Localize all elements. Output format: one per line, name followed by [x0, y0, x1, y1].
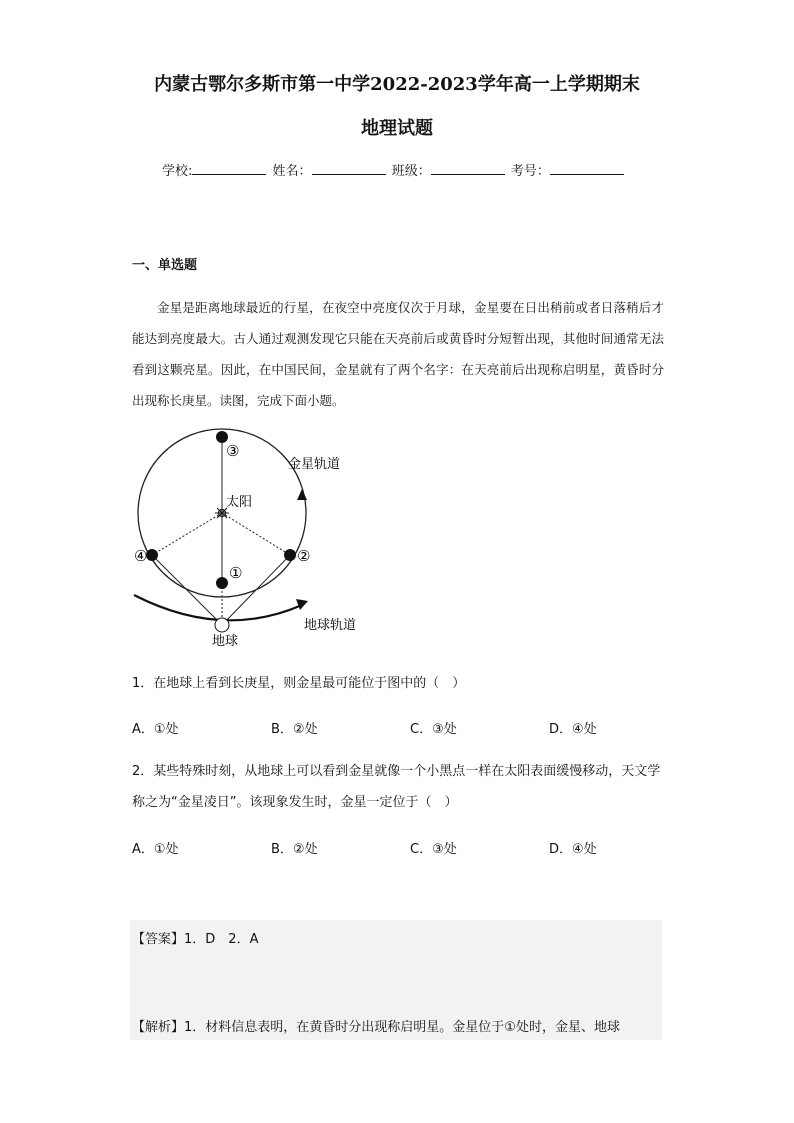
- question-2-text: 2．某些特殊时刻，从地球上可以看到金星就像一个小黑点一样在太阳表面缓慢移动，天文学称之为“金星凌日”。该现象发生时，金星一定位于（ ）: [132, 764, 661, 810]
- venus-orbit-arrow-icon: [297, 489, 307, 500]
- q1-option-b[interactable]: B．②处: [271, 722, 318, 737]
- venus-position-4: [146, 549, 158, 561]
- position-3-label: ③: [226, 442, 240, 460]
- class-blank: [431, 162, 505, 175]
- question-1-text: 1．在地球上看到长庚星，则金星最可能位于图中的（ ）: [132, 676, 466, 691]
- school-label: 学校:: [162, 164, 193, 179]
- q2-option-a[interactable]: A．①处: [132, 842, 179, 857]
- name-label: 姓名：: [272, 164, 312, 179]
- venus-position-2: [284, 549, 296, 561]
- student-info-line: [162, 160, 626, 179]
- section-heading: 一、单选题: [132, 258, 198, 273]
- q2-option-b[interactable]: B．②处: [271, 842, 318, 857]
- earth-orbit-label: 地球轨道: [304, 618, 356, 633]
- q2-option-d[interactable]: D．④处: [549, 842, 597, 857]
- answer-text: 1．D 2．A: [184, 932, 259, 947]
- answer-line: [132, 928, 258, 947]
- class-label: 班级：: [391, 164, 431, 179]
- position-4-label: ④: [134, 547, 148, 565]
- venus-orbit-diagram: [126, 425, 356, 650]
- venus-orbit-label: 金星轨道: [288, 457, 341, 472]
- exam-number-blank: [550, 162, 624, 175]
- earth-label: 地球: [212, 634, 239, 649]
- earth-orbit-arc: [134, 595, 302, 620]
- analysis-text: 1．材料信息表明，在黄昏时分出现称启明星。金星位于①处时，金星、地球: [184, 1020, 620, 1035]
- position-2-label: ②: [297, 547, 311, 565]
- school-blank: [192, 162, 266, 175]
- answer-label: 【答案】: [132, 932, 185, 947]
- q2-option-c[interactable]: C．③处: [410, 842, 457, 857]
- exam-number-label: 考号：: [510, 164, 550, 179]
- analysis-line: [132, 1016, 620, 1035]
- q1-option-a[interactable]: A．①处: [132, 722, 179, 737]
- analysis-label: 【解析】: [132, 1020, 185, 1035]
- earth-orbit-arrow-icon: [296, 599, 308, 610]
- sun-label: 太阳: [226, 495, 253, 510]
- earth-icon: [215, 618, 229, 632]
- q1-option-d[interactable]: D．④处: [549, 722, 597, 737]
- q1-option-c[interactable]: C．③处: [410, 722, 457, 737]
- sun-to-p2-line: [222, 513, 290, 555]
- name-blank: [312, 162, 386, 175]
- position-1-label: ①: [229, 564, 243, 582]
- venus-position-1: [216, 577, 228, 589]
- reading-passage: 金星是距离地球最近的行星，在夜空中亮度仅次于月球，金星要在日出稍前或者日落稍后才能达到亮度最大。古人通过观测发现它只能在天亮前后或黄昏时分短暂出现，其他时间通常无法看到这颗亮星。因此，在中国民间，金星就有了两个名字：在天亮前后出现称启明星，黄昏时分出现称长庚星。读图，完成下面小题。: [132, 300, 664, 408]
- sun-to-p4-line: [152, 513, 222, 555]
- document-title: 内蒙古鄂尔多斯市第一中学2022-2023学年高一上学期期末: [154, 74, 640, 95]
- document-subtitle: 地理试题: [361, 118, 433, 139]
